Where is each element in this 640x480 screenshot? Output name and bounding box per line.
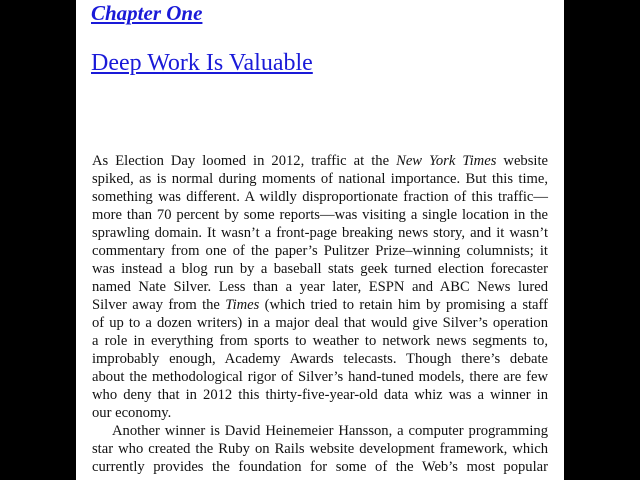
text-line	[92, 296, 548, 314]
chapter-number-link[interactable]: Chapter One	[91, 1, 203, 25]
paragraph	[92, 152, 548, 422]
text-line	[92, 260, 548, 278]
text-segment: who deny that in 2012 this thirty-five-year-old data whiz was a winner in	[92, 387, 548, 403]
text-segment: (which tried to retain him by promising a staff	[259, 297, 548, 313]
text-line	[92, 350, 548, 368]
text-segment: website	[496, 153, 548, 169]
chapter-title-link[interactable]: Deep Work Is Valuable	[91, 50, 313, 76]
text-segment: As Election Day loomed in 2012, traffic at the	[92, 153, 397, 169]
text-line	[92, 440, 548, 458]
text-line	[92, 242, 548, 260]
text-line	[92, 224, 548, 242]
text-line	[92, 314, 548, 332]
paragraph	[92, 422, 548, 476]
text-segment: sprawling domain. It wasn’t a front-page breaking news story, and it wasn’t	[92, 225, 548, 241]
text-line	[92, 206, 548, 224]
text-segment: of up to a dozen writers) in a major deal that would give Silver’s operation	[92, 315, 548, 331]
text-line	[92, 368, 548, 386]
text-line	[92, 152, 548, 170]
text-segment: more than 70 percent by some reports—was visiting a single location in the	[92, 207, 548, 223]
text-line	[92, 188, 548, 206]
text-segment: commentary from one of the paper’s Pulitzer Prize–winning columnists; it	[92, 243, 548, 259]
text-segment: about the methodological rigor of Silver’s hand-tuned models, there are few	[92, 369, 548, 385]
text-segment: Silver away from the	[92, 297, 226, 313]
text-line	[92, 386, 548, 404]
text-line	[92, 458, 548, 476]
text-segment: star who created the Ruby on Rails website development framework, which	[92, 441, 548, 457]
text-segment: our economy.	[92, 405, 172, 421]
text-segment: was instead a blog run by a baseball stats geek turned election forecaster	[92, 261, 548, 277]
text-segment: a role in everything from sports to weather to network news segments to,	[92, 333, 548, 349]
text-segment: Another winner is David Heinemeier Hansson, a computer programming	[112, 423, 548, 439]
text-segment: named Nate Silver. Less than a year later, ESPN and ABC News lured	[92, 279, 548, 295]
text-segment: spiked, as is normal during moments of national importance. But this time,	[92, 171, 548, 187]
text-line	[92, 332, 548, 350]
text-segment: improbably enough, Academy Awards telecasts. Though there’s debate	[92, 351, 548, 367]
text-line	[92, 422, 548, 440]
text-line	[92, 278, 548, 296]
text-segment: something was different. A wildly disproportionate fraction of this traffic—	[92, 189, 548, 205]
book-page	[76, 0, 564, 480]
text-line	[92, 170, 548, 188]
text-segment: currently provides the foundation for some of the Web’s most popular	[92, 459, 548, 475]
italic-title-text: Times	[225, 297, 260, 313]
text-line	[92, 404, 548, 422]
italic-title-text: New York Times	[396, 153, 497, 169]
chapter-body-text	[92, 152, 548, 476]
